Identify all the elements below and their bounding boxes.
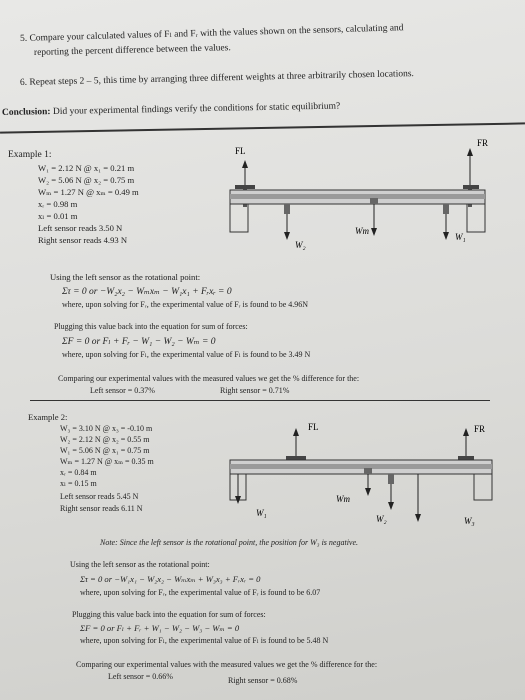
ex2-given-4: xᵣ = 0.84 m [60,468,97,477]
ex1-fl-label: FL [235,146,246,156]
ex2-sum-intro: Plugging this value back into the equation for sum of forces: [72,610,266,619]
ex2-rot-intro: Using the left sensor as the rotational point: [70,560,210,569]
conclusion-label: Conclusion: [1,107,51,118]
ex1-given-5: Left sensor reads 3.50 N [38,223,123,233]
ex2-given-1: W₂ = 2.12 N @ x₂ = 0.55 m [60,435,150,444]
ex1-sum-result: where, upon solving for Fₗ, the experimental value of Fₗ is found to be 3.49 N [62,350,311,359]
ex1-compare: Comparing our experimental values with the measured values we get the % difference for the: [58,374,360,383]
conclusion [2,102,340,118]
step-5-line-1: 5. Compare your calculated values of Fₗ and Fᵣ with the values shown on the sensors, calculating and [19,23,404,44]
example-1-title: Example 1: [8,150,52,160]
ex2-fl-label: FL [308,422,319,432]
example-2-title: Example 2: [28,412,68,422]
step-5-line-2: reporting the percent difference between the values. [33,43,231,58]
ex1-w1-label: W₁ [455,232,466,242]
ex2-given-0: W₃ = 3.10 N @ x₃ = -0.10 m [60,424,153,433]
ex2-fr-label: FR [474,424,486,434]
ex2-w2-label: W₂ [376,514,387,524]
ex1-given-0: W₁ = 2.12 N @ x₁ = 0.21 m [38,163,135,173]
ex2-given-6: Left sensor reads 5.45 N [60,492,139,501]
ex1-given-2: Wₘ = 1.27 N @ xₘ = 0.49 m [38,187,139,197]
ex2-given-3: Wₘ = 1.27 N @ xₘ = 0.35 m [60,457,154,466]
ex1-fr-label: FR [477,138,489,148]
ex1-given-1: W₂ = 5.06 N @ x₂ = 0.75 m [38,175,135,185]
ex2-given-7: Right sensor reads 6.11 N [60,504,143,513]
ex2-note: Note: Since the left sensor is the rotational point, the position for W₃ is negative. [100,538,359,547]
ex1-sum-intro: Plugging this value back into the equation for sum of forces: [54,322,248,331]
ex2-sum-equation: ΣF = 0 or Fₗ + Fᵣ + W₁ − W₂ − W₃ − Wₘ = 0 [80,623,240,633]
ex2-given-5: xₗ = 0.15 m [60,479,97,488]
ex2-rot-equation: Στ = 0 or −W₁x₁ − W₂x₂ − Wₘxₘ + W₃x₃ + Fᵣxᵣ = 0 [80,574,261,584]
step-6: 6. Repeat steps 2 – 5, this time by arranging three different weights at three arbitrarily chosen locations. [19,69,414,88]
ex2-right-pct: Right sensor = 0.68% [228,676,298,685]
ex2-wm-label: Wm [336,494,350,504]
ex2-rot-result: where, upon solving for Fᵣ, the experimental value of Fᵣ is found to be 6.07 [80,588,321,597]
ex1-left-pct: Left sensor = 0.37% [90,386,155,395]
ex2-w3-label: W₃ [464,516,475,526]
ex2-left-pct: Left sensor = 0.66% [108,672,173,681]
example-1-beam-diagram [225,140,505,265]
section-divider-2 [30,400,490,401]
ex2-sum-result: where, upon solving for Fₗ, the experimental value of Fₗ is found to be 5.48 N [80,636,329,645]
ex2-compare: Comparing our experimental values with the measured values we get the % difference for the: [76,660,378,669]
ex1-rot-equation: Στ = 0 or −W₂x₂ − Wₘxₘ − W₁x₁ + Fᵣxᵣ = 0 [62,287,232,297]
ex1-given-4: xₗ = 0.01 m [38,211,78,221]
ex1-rot-intro: Using the left sensor as the rotational point: [50,272,201,282]
ex1-sum-equation: ΣF = 0 or Fₗ + Fᵣ − W₁ − W₂ − Wₘ = 0 [62,337,216,347]
ex1-given-6: Right sensor reads 4.93 N [38,235,128,245]
ex1-rot-result: where, upon solving for Fᵣ, the experimental value of Fᵣ is found to be 4.96N [62,300,309,309]
ex1-w2-label: W₂ [295,240,306,250]
ex2-w1-label: W₁ [256,508,267,518]
ex1-given-3: xᵣ = 0.98 m [38,199,78,209]
ex2-given-2: W₁ = 5.06 N @ x₁ = 0.75 m [60,446,150,455]
ex1-wm-label: Wm [355,226,369,236]
conclusion-text: Did your experimental findings verify the conditions for static equilibrium? [50,101,341,118]
example-2-beam-diagram [228,418,498,538]
ex1-right-pct: Right sensor = 0.71% [220,386,290,395]
section-divider-1 [0,122,525,133]
